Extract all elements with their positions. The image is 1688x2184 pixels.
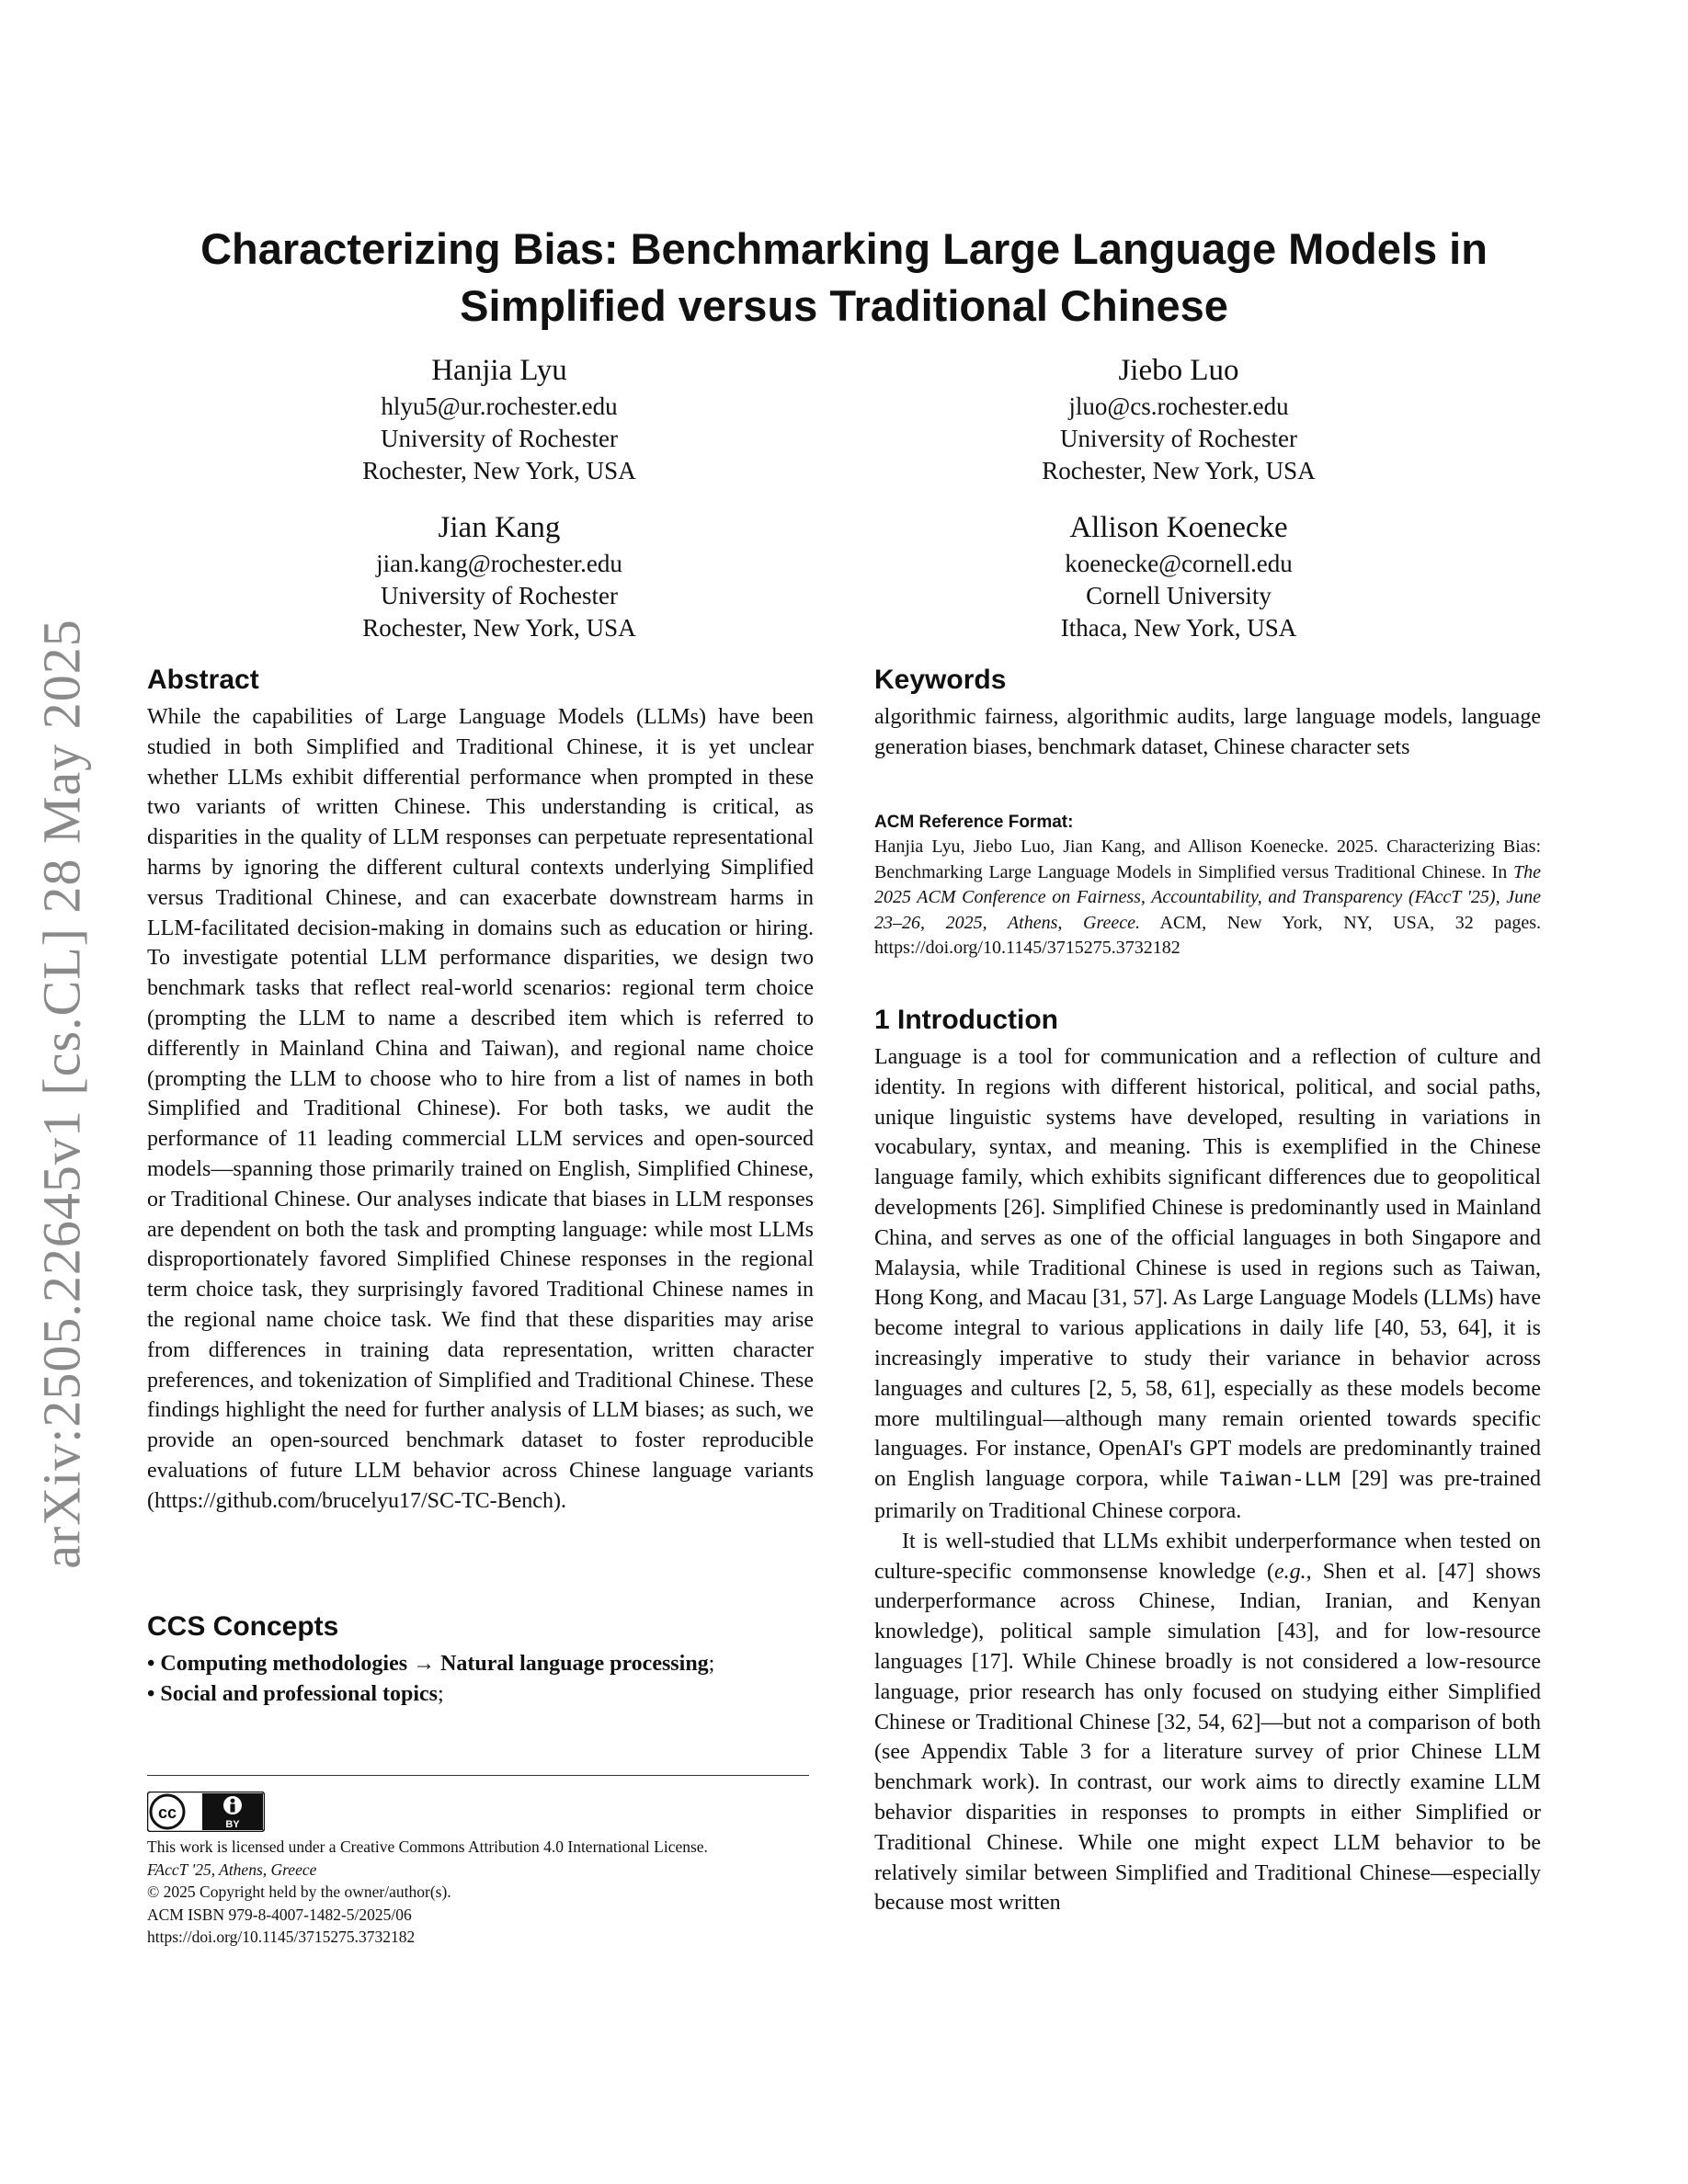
license-doi[interactable]: https://doi.org/10.1145/3715275.3732182	[147, 1928, 416, 1946]
license-text: This work is licensed under a Creative Commons Attribution 4.0 International License.	[147, 1837, 708, 1856]
intro-paragraph-2: It is well-studied that LLMs exhibit underperformance when tested on culture-specific commonsense knowledge (e.g., Shen et al. [47] shows underperformance across Chinese, Indian, Iranian, and Kenyan knowledge), political sample simulation [43], and for low-resource languages [17]. While Chinese broadly is not considered a low-resource language, prior research has only focused on studying either Simplified Chinese or Traditional Chinese [32, 54, 62]—but not a comparison of both (see Appendix Table 3 for a literature survey of prior Chinese LLM benchmark work). In contrast, our work aims to directly examine LLM behavior disparities in responses to prompts in either Simplified or Traditional Chinese. While one might expect LLM behavior to be relatively similar between Simplified and Traditional Chinese—especially because most written	[874, 1529, 1541, 1916]
author-block-3	[269, 507, 729, 644]
author-email: koenecke@cornell.edu	[1065, 550, 1293, 577]
license-copyright: © 2025 Copyright held by the owner/author(s).	[147, 1883, 451, 1901]
author-location: Rochester, New York, USA	[1042, 457, 1316, 484]
cc-by-logo-icon	[147, 1792, 265, 1832]
license-venue: FAccT '25, Athens, Greece	[147, 1860, 317, 1879]
keywords-heading: Keywords	[874, 665, 1007, 695]
author-name: Allison Koenecke	[1069, 511, 1288, 544]
title-line-2: Simplified versus Traditional Chinese	[460, 281, 1228, 330]
author-affiliation: University of Rochester	[381, 582, 618, 609]
author-affiliation: University of Rochester	[1060, 425, 1297, 452]
author-location: Rochester, New York, USA	[362, 457, 636, 484]
abstract-text: While the capabilities of Large Language Models (LLMs) have been studied in both Simplified and Traditional Chinese, it is yet unclear whether LLMs exhibit differential performance when prompted in these two variants of written Chinese. This understanding is critical, as disparities in the quality of LLM responses can perpetuate representational harms by ignoring the different cultural contexts underlying Simplified versus Traditional Chinese, and can exacerbate downstream harms in LLM-facilitated decision-making in domains such as education or hiring. To investigate potential LLM performance disparities, we design two benchmark tasks that reflect real-world scenarios: regional term choice (prompting the LLM to name a described item which is referred to differently in Mainland China and Taiwan), and regional name choice (prompting the LLM to choose who to hire from a list of names in both Simplified and Traditional Chinese). For both tasks, we audit the performance of 11 leading commercial LLM services and open-sourced models—spanning those primarily trained on English, Simplified Chinese, or Traditional Chinese. Our analyses indicate that biases in LLM responses are dependent on both the task and prompting language: while most LLMs disproportionately favored Simplified Chinese responses in the regional term choice task, they surprisingly favored Traditional Chinese names in the regional name choice task. We find that these disparities may arise from differences in training data representation, written character preferences, and tokenization of Simplified and Traditional Chinese. These findings highlight the need for further analysis of LLM biases; as such, we provide an open-sourced benchmark dataset to foster reproducible evaluations of future LLM behavior across Chinese language variants (https://github.com/brucelyu17/SC-TC-Bench).	[147, 705, 814, 1513]
author-name: Jiebo Luo	[1118, 354, 1239, 387]
author-affiliation: Cornell University	[1086, 582, 1272, 609]
keywords-section	[874, 662, 1541, 763]
author-affiliation: University of Rochester	[381, 425, 618, 452]
author-email: hlyu5@ur.rochester.edu	[381, 392, 618, 420]
introduction-heading: 1 Introduction	[874, 1005, 1058, 1035]
ccs-item-computing: • Computing methodologies → Natural language processing;	[147, 1652, 715, 1676]
introduction-section	[874, 1002, 1541, 1918]
abstract-section	[147, 662, 814, 1517]
author-location: Rochester, New York, USA	[362, 614, 636, 642]
ccs-heading: CCS Concepts	[147, 1611, 339, 1642]
ccs-section	[147, 1609, 814, 1710]
acm-reference-text: Hanjia Lyu, Jiebo Luo, Jian Kang, and Allison Koenecke. 2025. Characterizing Bias: Benchmarking Large Language Models in Simplified versus Traditional Chinese. In The 2025 ACM Conference on Fairness, Accountability, and Transparency (FAccT '25), June 23–26, 2025, Athens, Greece. ACM, New York, NY, USA, 32 pages. https://doi.org/10.1145/3715275.3732182	[874, 836, 1541, 958]
acm-reference-section	[874, 811, 1541, 961]
author-block-2	[949, 350, 1409, 487]
license-isbn: ACM ISBN 979-8-4007-1482-5/2025/06	[147, 1905, 412, 1924]
author-location: Ithaca, New York, USA	[1060, 614, 1297, 642]
author-email: jian.kang@rochester.edu	[376, 550, 622, 577]
author-block-4	[949, 507, 1409, 644]
abstract-heading: Abstract	[147, 665, 259, 695]
author-name: Jian Kang	[438, 511, 561, 544]
code-taiwan-llm: Taiwan-LLM	[1219, 1469, 1341, 1493]
footnote-rule	[147, 1775, 809, 1776]
arxiv-stamp: arXiv:2505.22645v1 [cs.CL] 28 May 2025	[31, 619, 92, 1569]
author-block-1	[269, 350, 729, 487]
title-line-1: Characterizing Bias: Benchmarking Large Language Models in	[200, 224, 1488, 273]
svg-text:cc: cc	[157, 1803, 177, 1822]
keywords-text: algorithmic fairness, algorithmic audits, large language models, language generation biases, benchmark dataset, Chinese character sets	[874, 705, 1541, 759]
acm-reference-heading: ACM Reference Format:	[874, 813, 1074, 832]
ccs-item-social: • Social and professional topics;	[147, 1682, 444, 1706]
author-name: Hanjia Lyu	[431, 354, 567, 387]
svg-text:BY: BY	[225, 1819, 240, 1830]
intro-paragraph-1: Language is a tool for communication and a reflection of culture and identity. In regions with different historical, political, and social paths, unique linguistic systems have developed, resulting in variations in vocabulary, syntax, and meaning. This is exemplified in the Chinese language family, which exhibits significant differences due to geopolitical developments [26]. Simplified Chinese is predominantly used in Mainland China, and serves as one of the official languages in both Singapore and Malaysia, while Traditional Chinese is used in regions such as Taiwan, Hong Kong, and Macau [31, 57]. As Large Language Models (LLMs) have become integral to various applications in daily life [40, 53, 64], it is increasingly imperative to study their variance in behavior across languages and cultures [2, 5, 58, 61], especially as these models become more multilingual—although many remain oriented towards specific languages. For instance, OpenAI's GPT models are predominantly trained on English language corpora, while Taiwan-LLM [29] was pre-trained primarily on Traditional Chinese corpora.	[874, 1045, 1541, 1523]
author-email: jluo@cs.rochester.edu	[1068, 392, 1289, 420]
license-footnote	[147, 1836, 827, 1949]
paper-title	[147, 221, 1541, 335]
cc-by-badge	[147, 1792, 265, 1837]
